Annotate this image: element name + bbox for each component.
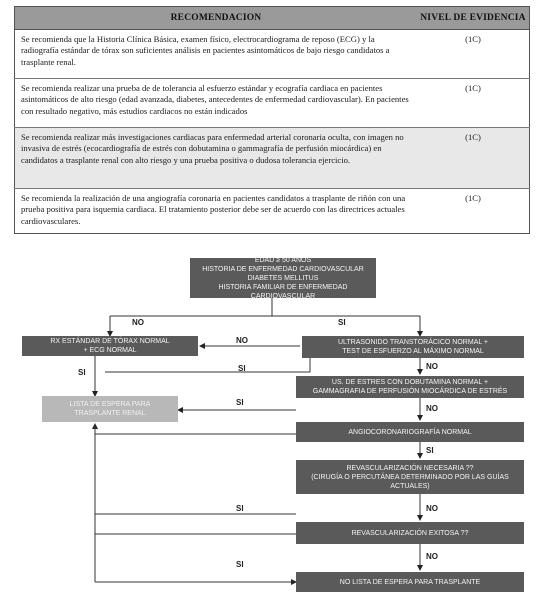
box-line: TEST DE ESFUERZO AL MÁXIMO NORMAL	[342, 348, 484, 355]
box-line: ACTUALES)	[390, 482, 430, 490]
label-no: NO	[426, 404, 438, 413]
box-line: US. DE ESTRES CON DOBUTAMINA NORMAL +	[331, 379, 489, 386]
evidence-level: (1C)	[417, 189, 530, 234]
echo-stress-test-box	[302, 336, 524, 358]
box-line: GAMMAGRAFIA DE PERFUSIÓN MIOCÁRDICA DE ESTRÉS	[312, 388, 508, 395]
recommendation-text: Se recomienda realizar una prueba de de tolerancia al esfuerzo estándar y ecografía cardiaca en pacientes asintomáticos de alto riesgo (edad avanzada, diabetes, antecedentes de enfermedad cardiovascular). En pacientes con resultado negativo, más estudios cardiacos no están indicados	[15, 79, 418, 128]
box-line: REVASCULARIZACIÓN EXITOSA ??	[351, 529, 469, 537]
recommendation-text: Se recomienda realizar más investigaciones cardiacas para enfermedad arterial coronaria oculta, con imagen no invasiva de estrés (ecocardiografía de estrés con dobutamina o gammagrafía de perfusión miocárdica) en candidatos a trasplante renal con alto riesgo y una prueba positiva o dudosa tolerancia ejercicio.	[15, 128, 418, 189]
box-line: TRASPLANTE RENAL	[74, 410, 146, 417]
recommendation-text: Se recomienda que la Historia Clínica Básica, examen físico, electrocardiograma de reposo (ECG) y la radiografía estándar de tórax son suficientes análisis en pacientes asintomáticos de bajo riesgo candidatos a trasplante renal.	[15, 30, 418, 79]
box-line: NO LISTA DE ESPERA PARA TRASPLANTE	[339, 578, 481, 586]
label-si: SI	[236, 398, 244, 407]
risk-factors-box	[190, 258, 376, 298]
label-si: SI	[426, 446, 434, 455]
label-si: SI	[238, 364, 246, 373]
revascularization-successful-box	[296, 522, 524, 544]
header-recommendation: RECOMENDACION	[15, 7, 418, 30]
label-no: NO	[236, 336, 248, 345]
evidence-level: (1C)	[417, 30, 530, 79]
box-line: ANGIOCORONARIOGRAFÍA NORMAL	[348, 428, 472, 436]
recommendation-text: Se recomienda la realización de una angiografía coronaria en pacientes candidatos a trasplante de riñón con una prueba positiva para isquemia cardiaca. El tratamiento posterior debe ser de acuerdo con las directrices actuales cardiovasculares.	[15, 189, 418, 234]
angiography-box	[296, 422, 524, 442]
evidence-level: (1C)	[417, 128, 530, 189]
label-si: SI	[236, 504, 244, 513]
label-no: NO	[426, 552, 438, 561]
revascularization-needed-box	[296, 460, 524, 494]
box-line: ULTRASONIDO TRANSTORÁCICO NORMAL +	[337, 339, 489, 346]
dobutamine-stress-box	[296, 376, 524, 398]
label-no: NO	[132, 318, 144, 327]
risk-factor-line: HISTORIA DE ENFERMEDAD CARDIOVASCULAR	[202, 265, 364, 273]
header-evidence: NIVEL DE EVIDENCIA	[417, 7, 530, 30]
box-line: LISTA DE ESPERA PARA	[69, 401, 151, 408]
evidence-level: (1C)	[417, 79, 530, 128]
label-si: SI	[236, 560, 244, 569]
label-no: NO	[426, 504, 438, 513]
label-si: SI	[78, 368, 86, 377]
label-no: NO	[426, 362, 438, 371]
box-line: (CIRUGÍA O PERCUTÁNEA DETERMINADO POR LAS GUÍAS	[311, 473, 509, 481]
risk-factor-line: DIABETES MELLITUS	[247, 274, 319, 282]
waitlist-box	[42, 396, 178, 422]
not-waitlisted-box	[296, 572, 524, 592]
chest-xray-ecg-box	[22, 336, 198, 356]
label-si: SI	[338, 318, 346, 327]
box-line: REVASCULARIZACIÓN NECESARIA ??	[346, 464, 474, 472]
box-line: + ECG NORMAL	[83, 347, 137, 354]
risk-factor-line: EDAD ≥ 50 AÑOS	[254, 256, 312, 264]
box-line: RX ESTÁNDAR DE TÓRAX NORMAL	[50, 338, 170, 345]
risk-factor-line: HISTORIA FAMILIAR DE ENFERMEDAD CARDIOVASCULAR	[218, 283, 348, 300]
